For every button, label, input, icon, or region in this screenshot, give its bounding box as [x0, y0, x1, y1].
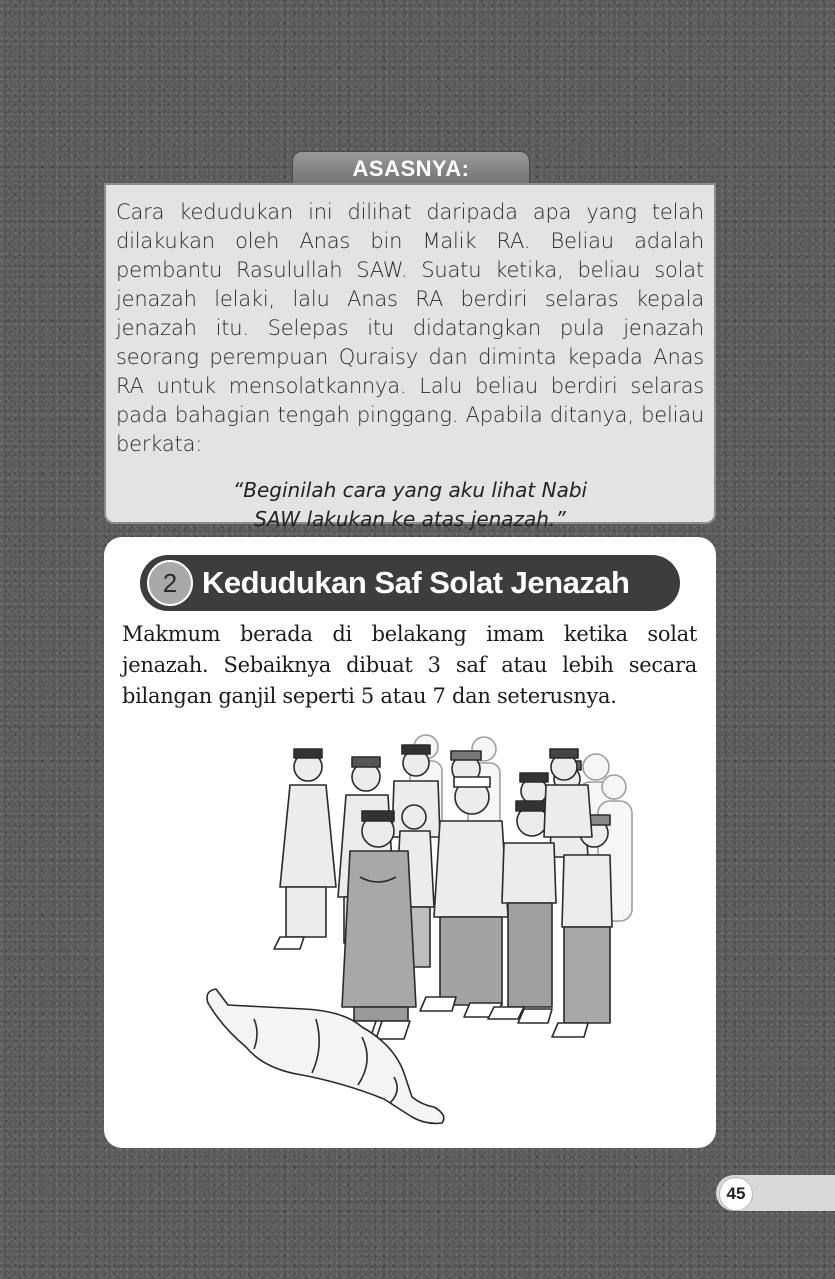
section-body: Makmum berada di belakang imam ketika solat jenazah. Sebaiknya dibuat 3 saf atau lebih secara bilangan ganjil seperti 5 atau 7 dan seterusnya.: [122, 622, 697, 708]
page-number: 45: [719, 1177, 753, 1211]
section-card: [104, 537, 716, 1148]
hadith-quote: [116, 476, 704, 534]
section-heading: [140, 555, 680, 611]
funeral-prayer-illustration: [104, 727, 716, 1147]
quote-line-2: SAW lakukan ke atas jenazah.”: [254, 507, 566, 531]
asas-box: [104, 183, 716, 531]
asas-tab-label: ASASNYA:: [352, 156, 470, 181]
asas-paragraph: Cara kedudukan ini dilihat daripada apa yang telah dilakukan oleh Anas bin Malik RA. Beliau adalah pembantu Rasulullah SAW. Suatu ketika, beliau solat jenazah lelaki, lalu Anas RA berdiri selaras kepala jenazah itu. Selepas itu didatangkan pula jenazah seorang perempuan Quraisy dan diminta kepada Anas RA untuk mensolatkannya. Lalu beliau berdiri selaras pada bahagian tengah pinggang. Apabila ditanya, beliau berkata:: [116, 200, 704, 456]
page-number-tab: [716, 1175, 835, 1211]
section-title: Kedudukan Saf Solat Jenazah: [202, 565, 630, 600]
quote-line-1: “Beginilah cara yang aku lihat Nabi: [232, 478, 588, 502]
section-number-badge: 2: [147, 560, 193, 606]
